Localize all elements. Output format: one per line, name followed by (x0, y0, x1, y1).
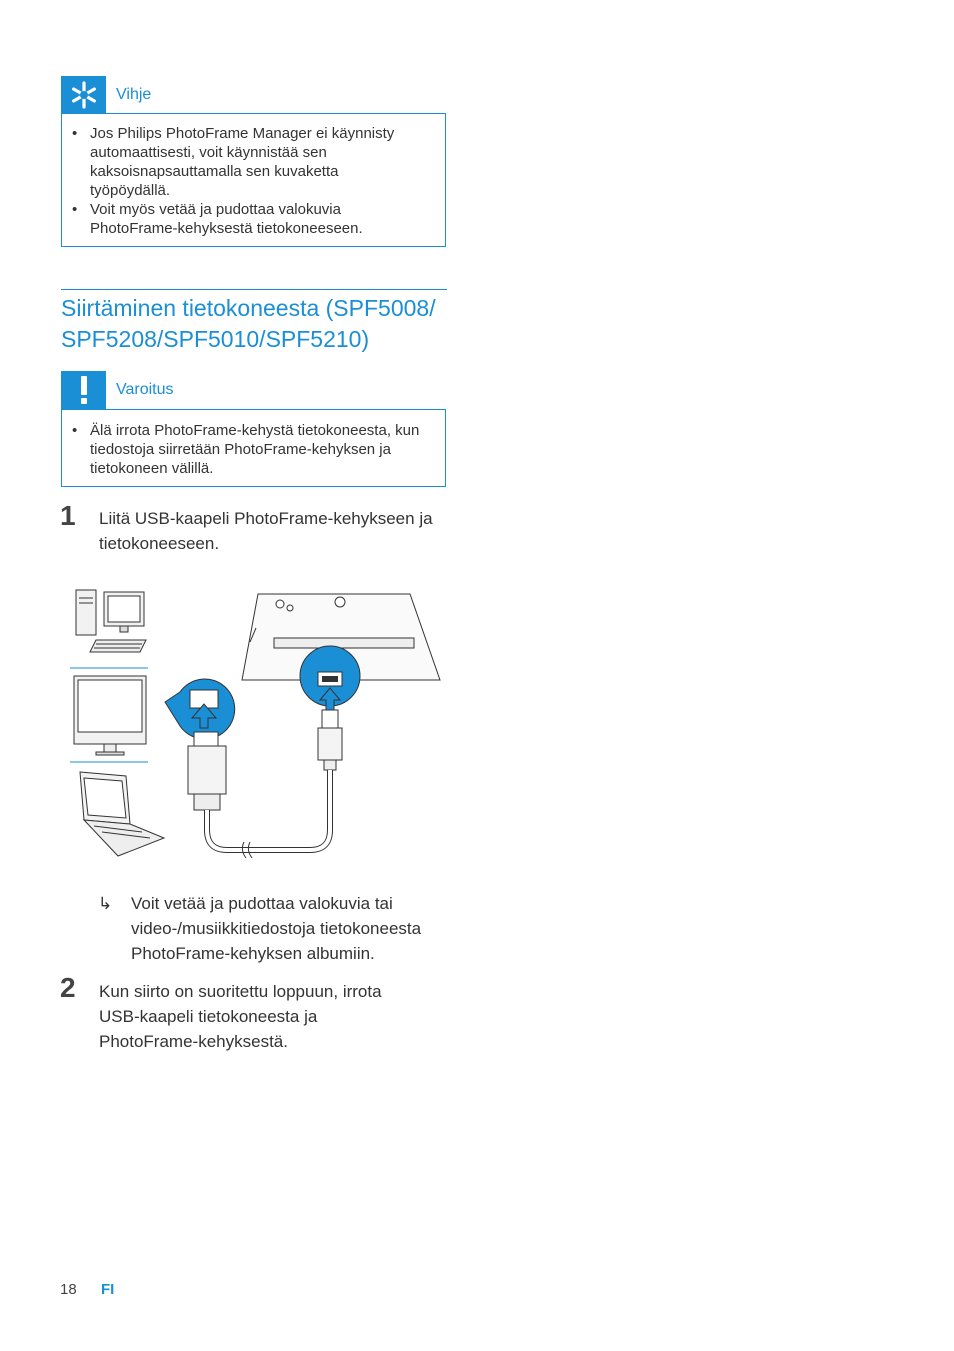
step-text: Kun siirto on suoritettu loppuun, irrota USB-kaapeli tietokoneesta ja PhotoFrame-kehyksestä. (99, 982, 382, 1051)
result-arrow-icon: ↳ (98, 894, 113, 913)
laptop-icon (80, 772, 164, 856)
page-number: 18 (60, 1281, 77, 1298)
asterisk-icon (61, 76, 106, 114)
step-text: Liitä USB-kaapeli PhotoFrame-kehykseen ja tietokoneeseen. (99, 509, 433, 553)
warning-header (61, 371, 174, 409)
usb-connection-illustration (60, 580, 450, 870)
tip-item: • Jos Philips PhotoFrame Manager ei käynnisty automaattisesti, voit käynnistää sen kaksoisnapsauttamalla sen kuvaketta työpöydällä. (62, 124, 410, 200)
exclamation-icon (61, 371, 106, 409)
step-number: 2 (60, 972, 76, 1003)
section-rule (61, 289, 447, 290)
warning-box (61, 409, 446, 487)
warning-title: Varoitus (116, 381, 174, 398)
monitor-icon (74, 676, 146, 755)
tip-item: • Voit myös vetää ja pudottaa valokuvia PhotoFrame-kehyksestä tietokoneeseen. (62, 200, 410, 238)
step-number: 1 (60, 500, 76, 531)
language-code: FI (101, 1281, 115, 1298)
usb-plug-icon (188, 732, 226, 810)
warning-item: • Älä irrota PhotoFrame-kehystä tietokoneesta, kun tiedostoja siirretään PhotoFrame-kehyksen ja tietokoneen välillä. (62, 421, 440, 478)
section-title: Siirtäminen tietokoneesta (SPF5008/ SPF5208/SPF5010/SPF5210) (61, 295, 436, 352)
mini-usb-plug-icon (318, 710, 342, 770)
tip-box (61, 113, 446, 247)
result-text: Voit vetää ja pudottaa valokuvia tai video-/musiikkitiedostoja tietokoneesta PhotoFrame-kehyksen albumiin. (131, 894, 422, 963)
tip-title: Vihje (116, 86, 152, 103)
tip-header (61, 76, 151, 114)
desktop-computer-icon (76, 590, 146, 652)
